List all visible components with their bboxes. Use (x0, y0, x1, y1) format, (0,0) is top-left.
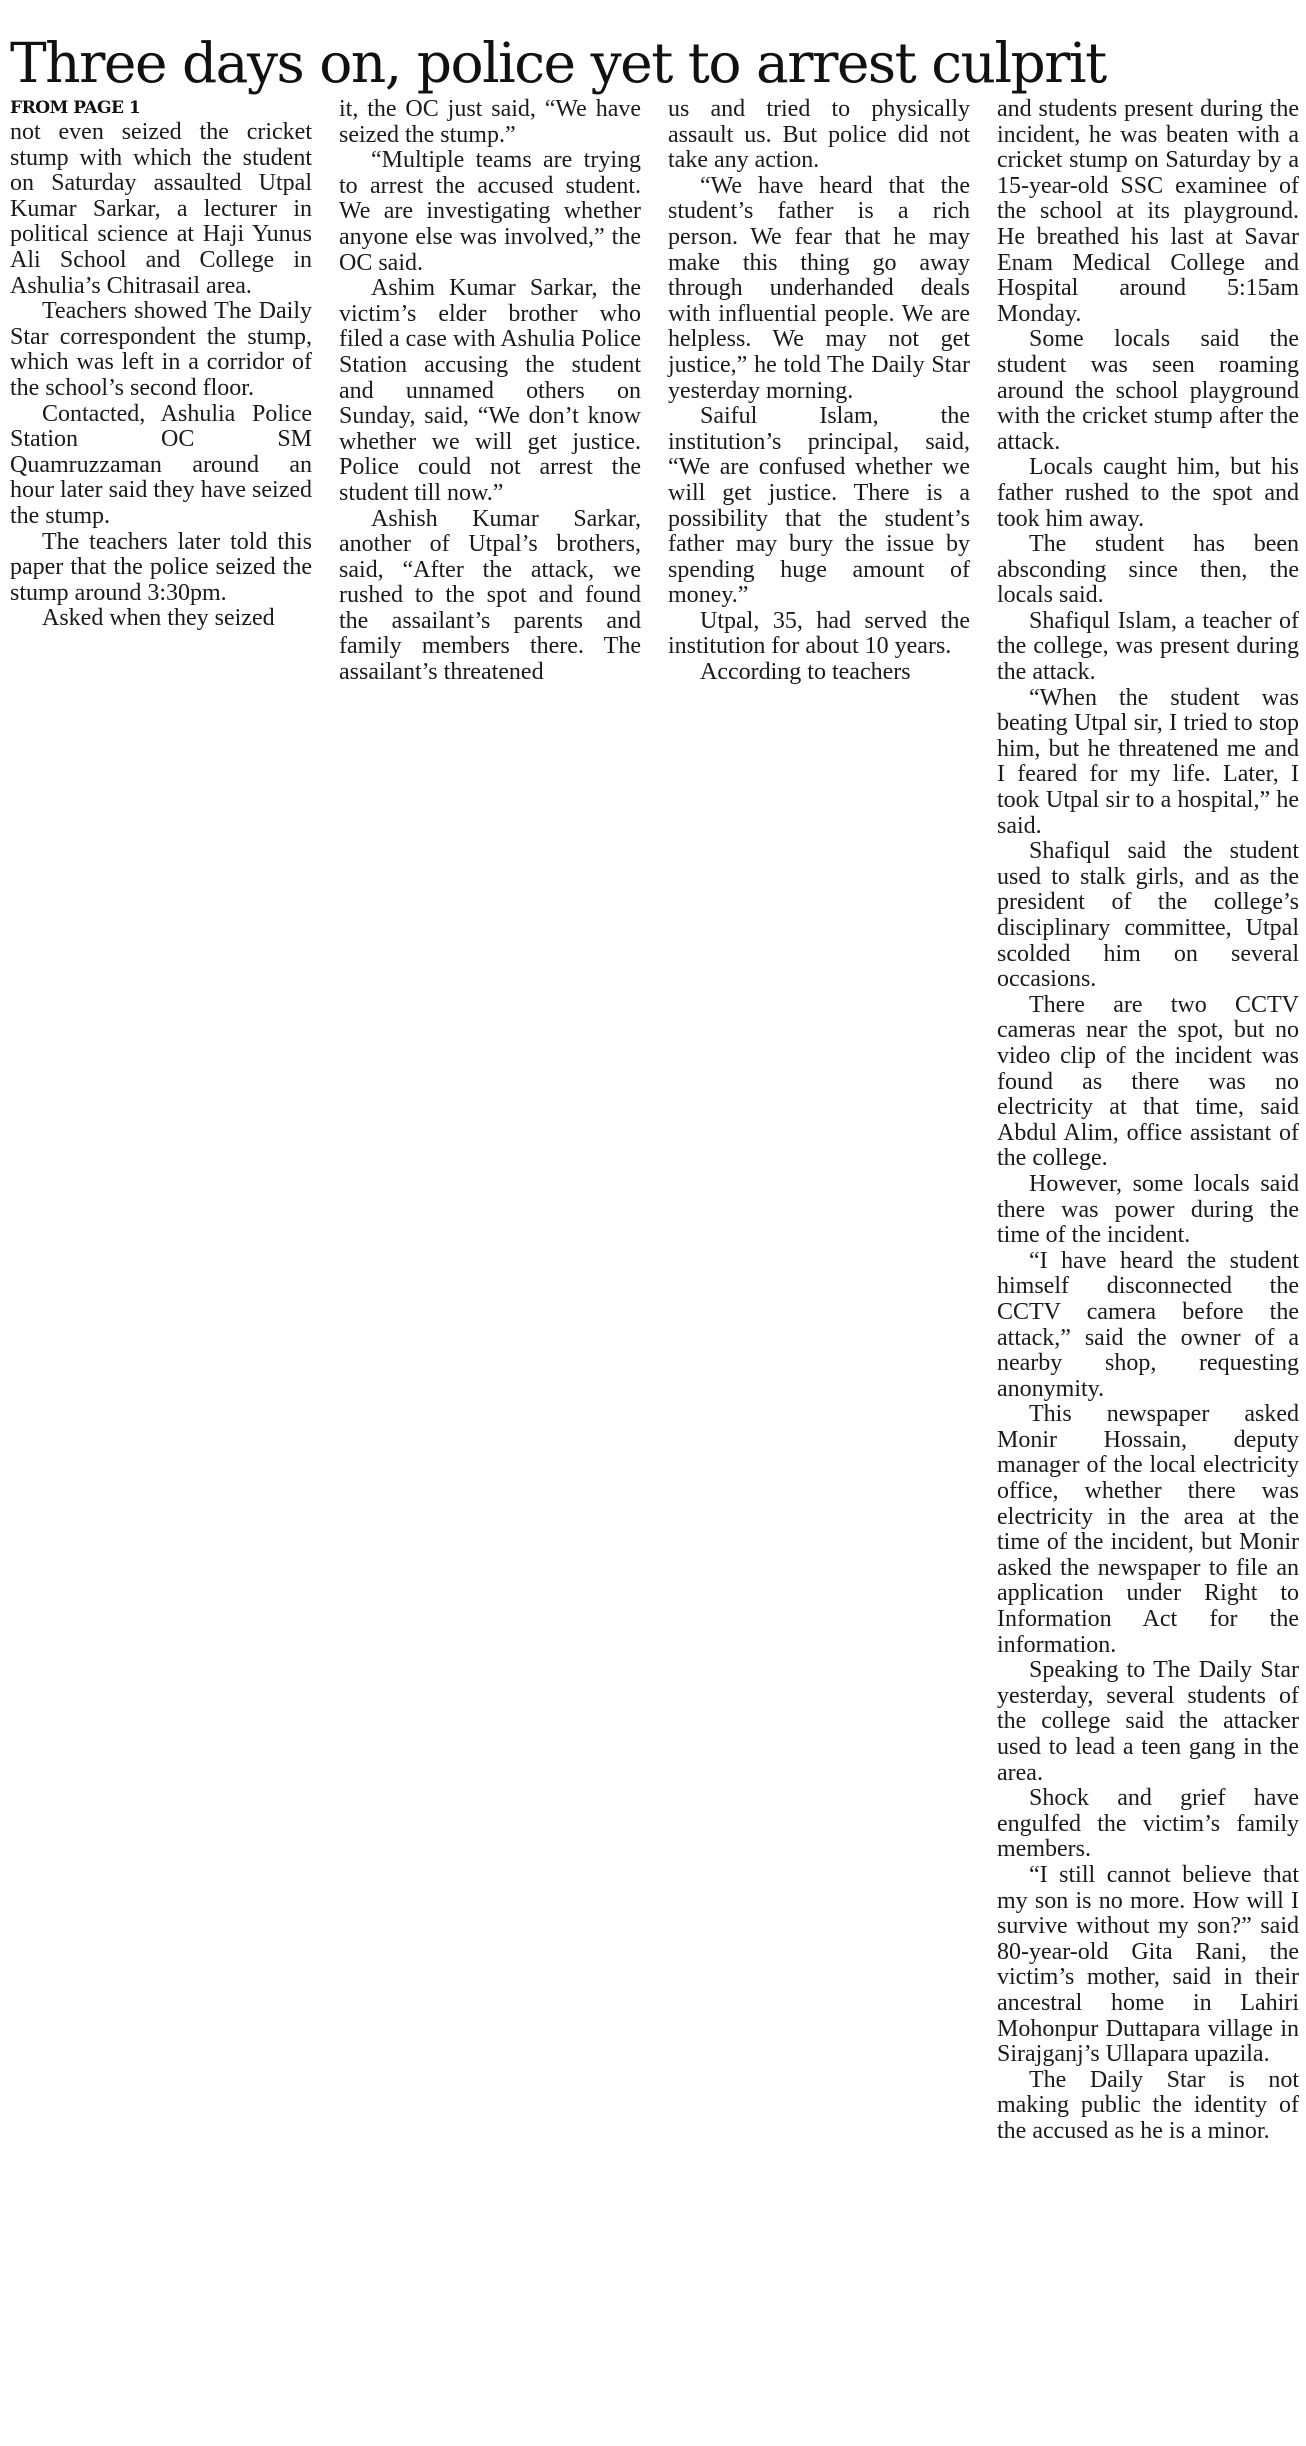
paragraph: The student has been absconding since then, the locals said. (997, 531, 1299, 609)
paragraph: us and tried to physically assault us. But police did not take any action. (668, 96, 970, 174)
article-column-1 (10, 120, 312, 632)
paragraph: Teachers showed The Daily Star correspondent the stump, which was left in a corridor of the school’s second floor. (10, 298, 312, 401)
paragraph: Saiful Islam, the institution’s principal, said, “We are confused whether we will get justice. There is a possibility that the student’s father may bury the issue by spending huge amount of money.” (668, 403, 970, 609)
jump-line: FROM PAGE 1 (10, 98, 141, 118)
paragraph: Speaking to The Daily Star yesterday, several students of the college said the attacker used to lead a teen gang in the area. (997, 1657, 1299, 1786)
paragraph: it, the OC just said, “We have seized the stump.” (339, 96, 641, 148)
paragraph: Ashish Kumar Sarkar, another of Utpal’s brothers, said, “After the attack, we rushed to the spot and found the assailant’s parents and family members there. The assailant’s threatened (339, 505, 641, 686)
paragraph: “We have heard that the student’s father is a rich person. We fear that he may make this thing go away through underhanded deals with influential people. We are helpless. We may not get justice,” he told The Daily Star yesterday morning. (668, 172, 970, 404)
article-column-3 (668, 97, 970, 686)
paragraph: Shock and grief have engulfed the victim’s family members. (997, 1785, 1299, 1863)
article-column-2 (339, 97, 641, 686)
paragraph: “When the student was beating Utpal sir, I tried to stop him, but he threatened me and I feared for my life. Later, I took Utpal sir to a hospital,” he said. (997, 684, 1299, 839)
paragraph: The teachers later told this paper that the police seized the stump around 3:30pm. (10, 528, 312, 606)
paragraph: Shafiqul said the student used to stalk girls, and as the president of the college’s disciplinary committee, Utpal scolded him on several occasions. (997, 838, 1299, 993)
paragraph: Shafiqul Islam, a teacher of the college, was present during the attack. (997, 607, 1299, 686)
paragraph: Some locals said the student was seen roaming around the school playground with the cricket stump after the attack. (997, 326, 1299, 455)
paragraph: Utpal, 35, had served the institution for about 10 years. (668, 607, 970, 660)
paragraph: not even seized the cricket stump with which the student on Saturday assaulted Utpal Kumar Sarkar, a lecturer in political science at Haji Yunus Ali School and College in Ashulia’s Chitrasail area. (10, 119, 312, 299)
paragraph: and students present during the incident, he was beaten with a cricket stump on Saturday by a 15-year-old SSC examinee of the school at its playground. He breathed his last at Savar Enam Medical College and Hospital around 5:15am Monday. (997, 96, 1299, 327)
article-column-4 (997, 97, 1299, 2145)
paragraph: The Daily Star is not making public the identity of the accused as he is a minor. (997, 2066, 1299, 2144)
paragraph: This newspaper asked Monir Hossain, deputy manager of the local electricity office, whether there was electricity in the area at the time of the incident, but Monir asked the newspaper to file an application under Right to Information Act for the information. (997, 1401, 1299, 1658)
paragraph: Locals caught him, but his father rushed to the spot and took him away. (997, 454, 1299, 532)
paragraph: However, some locals said there was power during the time of the incident. (997, 1170, 1299, 1249)
paragraph: Ashim Kumar Sarkar, the victim’s elder brother who filed a case with Ashulia Police Station accusing the student and unnamed others on Sunday, said, “We don’t know whether we will get justice. Police could not arrest the student till now.” (339, 275, 641, 506)
paragraph: Asked when they seized (42, 605, 275, 632)
article-headline: Three days on, police yet to arrest culprit (10, 31, 1106, 95)
paragraph: “I have heard the student himself disconnected the CCTV camera before the attack,” said the owner of a nearby shop, requesting anonymity. (997, 1247, 1299, 1402)
paragraph: There are two CCTV cameras near the spot, but no video clip of the incident was found as there was no electricity at that time, said Abdul Alim, office assistant of the college. (997, 991, 1299, 1172)
paragraph: “I still cannot believe that my son is no more. How will I survive without my son?” said 80-year-old Gita Rani, the victim’s mother, said in their ancestral home in Lahiri Mohonpur Duttapara village in Sirajganj’s Ullapara upazila. (997, 1861, 1299, 2068)
paragraph: Contacted, Ashulia Police Station OC SM Quamruzzaman around an hour later said they have seized the stump. (10, 400, 312, 529)
paragraph: “Multiple teams are trying to arrest the accused student. We are investigating whether anyone else was involved,” the OC said. (339, 147, 641, 276)
paragraph: According to teachers (700, 659, 911, 686)
